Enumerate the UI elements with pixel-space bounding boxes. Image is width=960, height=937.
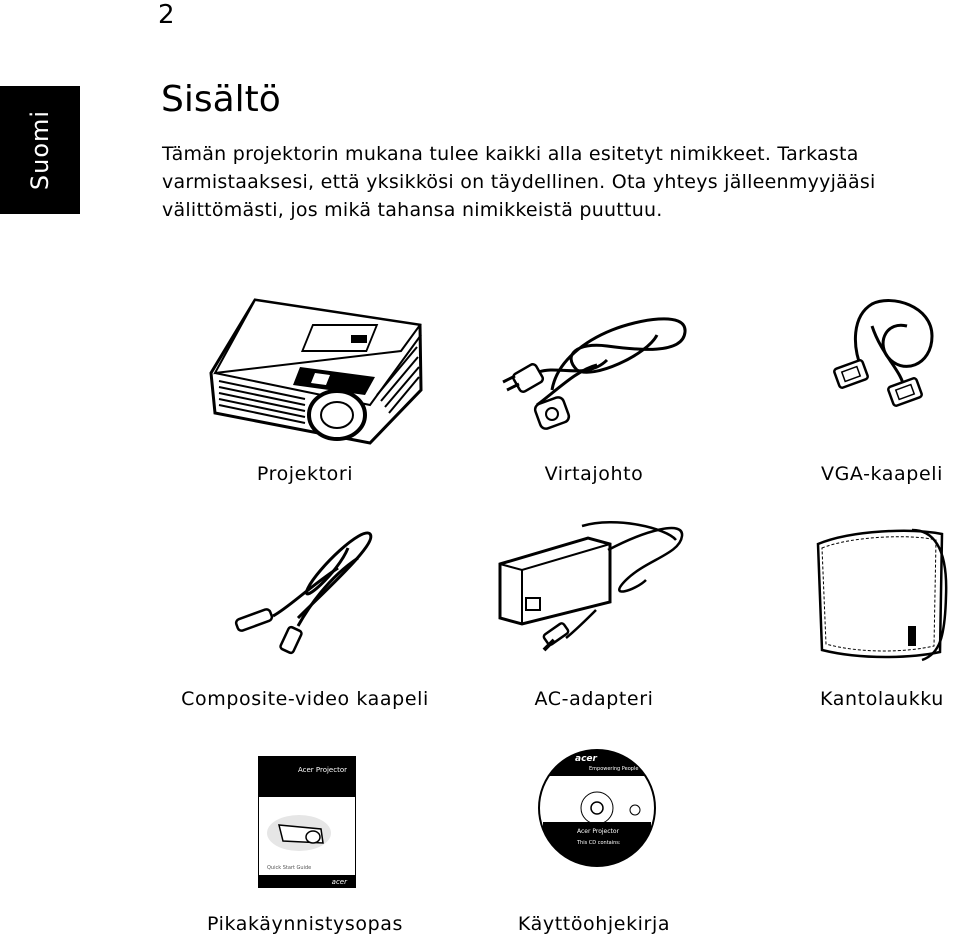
- caption-composite-video-cable: Composite-video kaapeli: [181, 688, 429, 710]
- projector-icon: [205, 295, 427, 450]
- guide-cover-brand: acer: [331, 878, 347, 886]
- cd-title: Acer Projector: [577, 828, 620, 835]
- user-guide-cd-icon: [537, 748, 657, 868]
- page-number: 2: [158, 0, 175, 30]
- carrying-case-icon: [812, 526, 948, 666]
- caption-ac-adapter: AC-adapteri: [534, 688, 654, 710]
- caption-carrying-case: Kantolaukku: [820, 688, 944, 710]
- caption-projector: Projektori: [256, 463, 354, 485]
- cd-tagline: Empowering People: [589, 766, 639, 772]
- guide-cover-title: Acer Projector: [297, 766, 347, 774]
- caption-user-guide-cd: Käyttöohjekirja: [517, 913, 671, 935]
- guide-cover-projector-icon: [263, 807, 343, 857]
- composite-video-cable-icon: [228, 528, 384, 656]
- vga-cable-icon: [832, 296, 942, 418]
- power-cord-icon: [497, 310, 693, 435]
- caption-quick-start-guide: Pikakäynnistysopas: [206, 913, 404, 935]
- language-tab: [0, 86, 80, 214]
- caption-power-cord: Virtajohto: [544, 463, 644, 485]
- quick-start-guide-icon: [258, 756, 356, 888]
- caption-vga-cable: VGA-kaapeli: [820, 463, 944, 485]
- intro-paragraph: Tämän projektorin mukana tulee kaikki alla esitetyt nimikkeet. Tarkasta varmistaaksesi, että yksikkösi on täydellinen. Ota yhteys jälleenmyyjääsi välittömästi, jos mikä tahansa nimikkeistä puuttuu.: [162, 143, 876, 221]
- cd-contents-heading: This CD contains:: [577, 840, 621, 846]
- page-title: Sisältö: [161, 79, 281, 120]
- guide-cover-band: [259, 757, 355, 797]
- language-tab-label: Suomi: [26, 109, 54, 191]
- ac-adapter-icon: [496, 520, 692, 670]
- cd-brand: acer: [575, 754, 597, 764]
- guide-cover-subtitle: Quick Start Guide: [267, 865, 312, 871]
